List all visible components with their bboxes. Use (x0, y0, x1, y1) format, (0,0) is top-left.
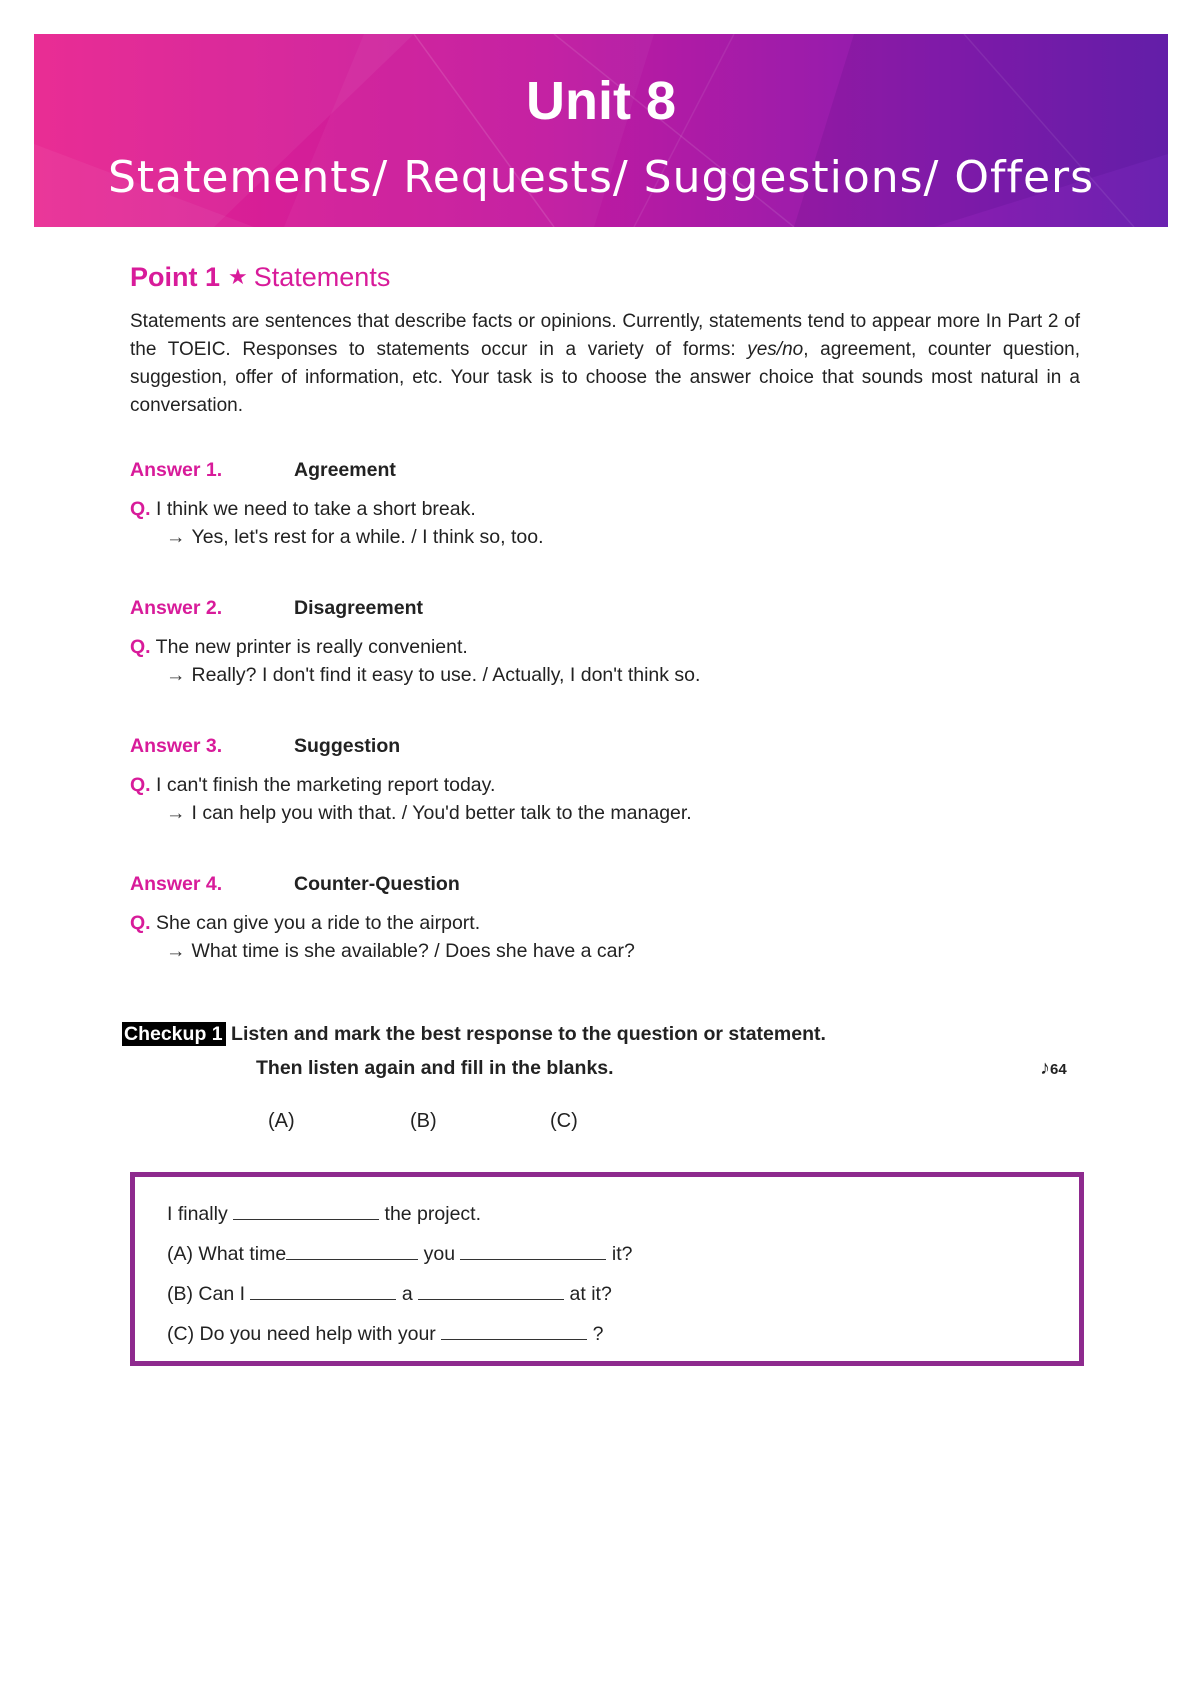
unit-title: Unit 8 (525, 71, 676, 131)
option-c-line (167, 1321, 603, 1346)
statement-text: I finally (167, 1203, 234, 1225)
blank-field[interactable] (233, 1201, 379, 1220)
response-text: Yes, let's rest for a while. / I think so, too. (191, 526, 544, 548)
intro-paragraph (130, 308, 1080, 420)
unit-banner (34, 34, 1168, 227)
option-a-text-mid: you (418, 1243, 461, 1265)
statement-text-end: the project. (379, 1203, 481, 1225)
blank-field[interactable] (441, 1321, 587, 1340)
response-text: I can help you with that. / You'd better talk to the manager. (191, 802, 692, 824)
answer-number: Answer 1. (130, 459, 223, 481)
answer-number: Answer 2. (130, 597, 223, 619)
question-text: The new printer is really convenient. (150, 636, 468, 658)
music-note-icon: ♪ (1040, 1057, 1050, 1079)
blank-field[interactable] (418, 1281, 564, 1300)
response-text: Really? I don't find it easy to use. / Actually, I don't think so. (191, 664, 701, 686)
option-a-text-end: it? (606, 1243, 633, 1265)
question-text: She can give you a ride to the airport. (150, 912, 481, 934)
blank-field[interactable] (460, 1241, 606, 1260)
answer-block-1 (130, 459, 1080, 556)
option-b-text: (B) Can I (167, 1283, 251, 1305)
question-line (130, 498, 1080, 526)
checkup-line-1: Listen and mark the best response to the question or statement. (225, 1023, 826, 1045)
blank-field[interactable] (250, 1281, 396, 1300)
option-b-text-end: at it? (564, 1283, 612, 1305)
response-line (130, 664, 1080, 694)
answer-header (130, 597, 1080, 625)
answer-block-4 (130, 873, 1080, 970)
question-text: I think we need to take a short break. (150, 498, 476, 520)
arrow-right-icon: → (166, 802, 186, 824)
statement-line (167, 1201, 481, 1226)
response-line (130, 526, 1080, 556)
response-text: What time is she available? / Does she have a car? (191, 940, 635, 962)
choice-c[interactable]: (C) (550, 1110, 578, 1132)
question-marker: Q. (130, 774, 151, 796)
question-marker: Q. (130, 636, 151, 658)
answer-header (130, 735, 1080, 763)
intro-text-2: , agreement, counter question, suggestion, offer of information, etc. Your task is to choose the answer choice that sounds most natural in a conversation. (130, 339, 1080, 416)
arrow-right-icon: → (166, 664, 186, 686)
option-a-line (167, 1241, 632, 1266)
answer-block-3 (130, 735, 1080, 832)
arrow-right-icon: → (166, 526, 186, 548)
question-text: I can't finish the marketing report today. (150, 774, 496, 796)
question-line (130, 912, 1080, 940)
answer-type: Suggestion (294, 735, 401, 757)
question-marker: Q. (130, 498, 151, 520)
answer-type: Disagreement (294, 597, 423, 619)
option-a-text: (A) What time (167, 1243, 287, 1265)
choice-b[interactable]: (B) (410, 1110, 437, 1132)
choice-a[interactable]: (A) (268, 1110, 295, 1132)
audio-track[interactable] (1040, 1057, 1067, 1080)
answer-block-2 (130, 597, 1080, 694)
point-heading (130, 262, 390, 293)
response-line (130, 802, 1080, 832)
option-c-text-end: ? (587, 1323, 604, 1345)
answer-number: Answer 4. (130, 873, 223, 895)
option-b-line (167, 1281, 612, 1306)
answer-type: Agreement (294, 459, 396, 481)
option-c-text: (C) Do you need help with your (167, 1323, 442, 1345)
response-line (130, 940, 1080, 970)
audio-track-number: 64 (1050, 1061, 1067, 1078)
question-marker: Q. (130, 912, 151, 934)
intro-text-1: Statements are sentences that describe facts or opinions. Currently, statements tend to appear more In Part 2 of the TOEIC. Responses to statements occur in a variety of forms: (130, 311, 1080, 360)
unit-subtitle: Statements/ Requests/ Suggestions/ Offers (107, 152, 1095, 203)
arrow-right-icon: → (166, 940, 186, 962)
point-title: Statements (253, 262, 391, 292)
answer-number: Answer 3. (130, 735, 223, 757)
question-line (130, 774, 1080, 802)
checkup-line-2: Then listen again and fill in the blanks. (256, 1057, 614, 1079)
answer-type: Counter-Question (294, 873, 460, 895)
answer-header (130, 459, 1080, 487)
intro-italic: yes/no (747, 339, 804, 360)
option-b-text-mid: a (396, 1283, 419, 1305)
question-line (130, 636, 1080, 664)
answer-header (130, 873, 1080, 901)
blank-field[interactable] (286, 1241, 418, 1260)
star-icon: ★ (228, 264, 248, 289)
checkup-badge: Checkup 1 (122, 1022, 226, 1046)
point-label: Point 1 (130, 262, 221, 292)
fill-in-box (130, 1172, 1084, 1366)
